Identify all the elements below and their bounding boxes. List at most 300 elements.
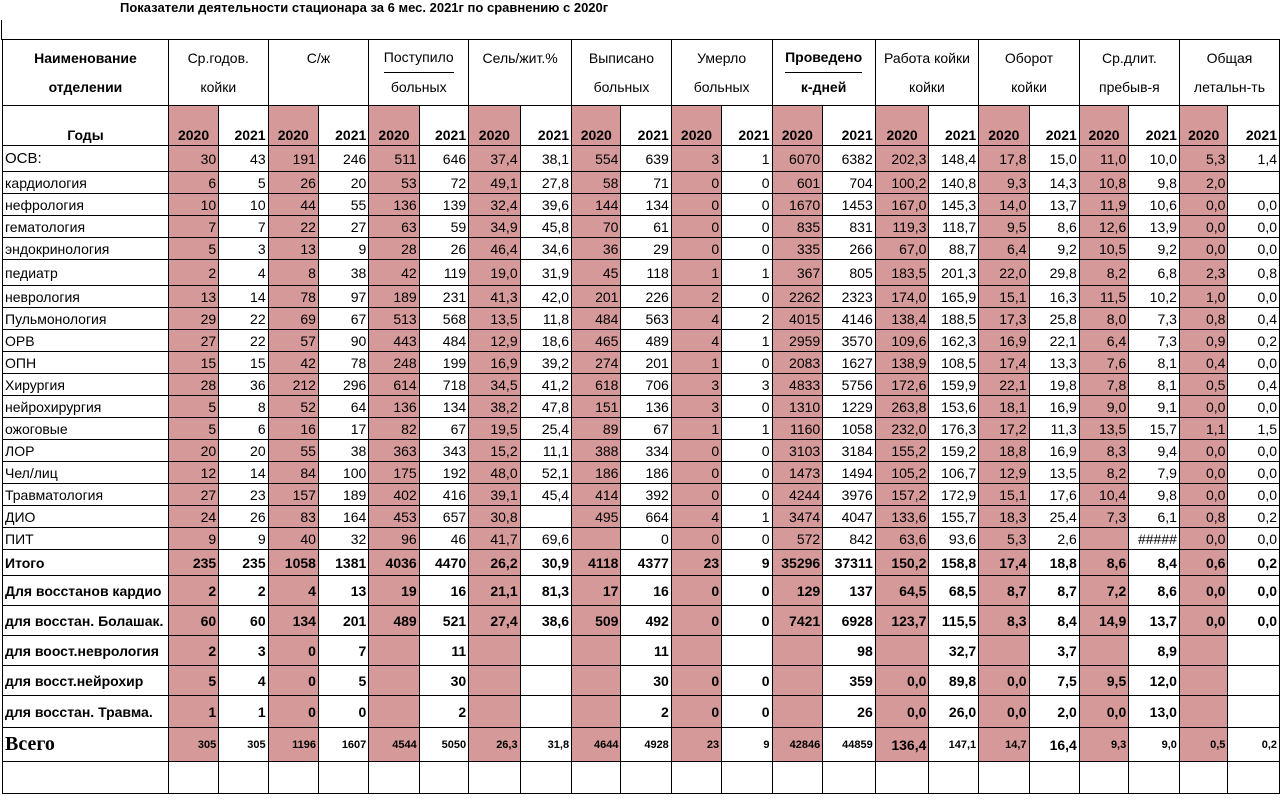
value-cell: 100 [318, 462, 368, 484]
value-cell: 36 [572, 238, 621, 260]
group-header [369, 40, 469, 106]
value-cell: 0 [671, 440, 721, 462]
value-cell: 9,3 [1079, 728, 1128, 762]
table-row [3, 728, 1280, 762]
value-cell: 0,8 [1228, 260, 1280, 286]
empty-cell [823, 762, 876, 794]
table-row [3, 440, 1280, 462]
value-cell: 151 [572, 396, 621, 418]
value-cell: 157 [268, 484, 318, 506]
value-cell: 4 [219, 260, 268, 286]
value-cell: 639 [621, 146, 671, 172]
value-cell: 0 [671, 462, 721, 484]
value-cell: 2 [671, 286, 721, 308]
value-cell: 7,5 [1029, 666, 1079, 696]
value-cell: 492 [621, 606, 671, 636]
group-header-line1: С/ж [306, 49, 331, 66]
value-cell: 52,1 [520, 462, 571, 484]
value-cell: 3 [671, 374, 721, 396]
value-cell: 48,0 [469, 462, 520, 484]
value-cell: 842 [823, 528, 876, 550]
value-cell: 9 [168, 528, 218, 550]
value-cell: 0,0 [1179, 462, 1228, 484]
value-cell: 0,8 [1179, 308, 1228, 330]
value-cell: 7,6 [1079, 352, 1128, 374]
value-cell: 0 [671, 576, 721, 606]
value-cell: 13 [168, 286, 218, 308]
value-cell: 25,4 [520, 418, 571, 440]
value-cell: 20 [219, 440, 268, 462]
value-cell: 46,4 [469, 238, 520, 260]
value-cell: 231 [419, 286, 468, 308]
value-cell: 8 [268, 260, 318, 286]
value-cell: 831 [823, 216, 876, 238]
value-cell: 93,6 [929, 528, 979, 550]
value-cell: 334 [621, 440, 671, 462]
value-cell: 57 [268, 330, 318, 352]
value-cell: 201 [318, 606, 368, 636]
value-cell [772, 696, 823, 728]
value-cell: 27 [168, 330, 218, 352]
group-header [1079, 40, 1179, 106]
group-header-line1: Умерло [697, 49, 747, 66]
value-cell [772, 666, 823, 696]
value-cell: 70 [572, 216, 621, 238]
value-cell: 246 [318, 146, 368, 172]
value-cell: 21,1 [469, 576, 520, 606]
value-cell: 0,0 [1228, 462, 1280, 484]
value-cell: 0 [722, 172, 772, 194]
table-row [3, 146, 1280, 172]
empty-cell [219, 762, 268, 794]
value-cell: 0,5 [1179, 728, 1228, 762]
value-cell: 388 [572, 440, 621, 462]
value-cell: 175 [369, 462, 419, 484]
value-cell: 137 [823, 576, 876, 606]
value-cell: 201,3 [929, 260, 979, 286]
value-cell: 12 [168, 462, 218, 484]
value-cell: 0 [671, 216, 721, 238]
table-row [3, 216, 1280, 238]
value-cell: 7,3 [1129, 330, 1180, 352]
value-cell: 67 [318, 308, 368, 330]
value-cell: 0,2 [1228, 728, 1280, 762]
value-cell: 18,8 [1029, 550, 1079, 576]
value-cell: 109,6 [875, 330, 929, 352]
value-cell: 60 [168, 606, 218, 636]
value-cell: 16,3 [1029, 286, 1079, 308]
value-cell: 2,0 [1179, 172, 1228, 194]
empty-cell [1228, 762, 1280, 794]
value-cell: 29,8 [1029, 260, 1079, 286]
value-cell: 11,3 [1029, 418, 1079, 440]
value-cell: 64 [318, 396, 368, 418]
value-cell [469, 696, 520, 728]
year-header: 2021 [929, 106, 979, 146]
value-cell: 11 [419, 636, 468, 666]
value-cell: 24 [168, 506, 218, 528]
value-cell: 0,0 [1228, 576, 1280, 606]
value-cell: 105,2 [875, 462, 929, 484]
value-cell: 5 [168, 666, 218, 696]
value-cell: 15,2 [469, 440, 520, 462]
border-line [1, 20, 2, 40]
value-cell: 248 [369, 352, 419, 374]
value-cell: 4244 [772, 484, 823, 506]
value-cell: 18,6 [520, 330, 571, 352]
value-cell: 0 [722, 576, 772, 606]
table-row [3, 636, 1280, 666]
value-cell: 14,7 [979, 728, 1029, 762]
value-cell: 305 [168, 728, 218, 762]
value-cell: 42846 [772, 728, 823, 762]
group-header-line1: Проведено [775, 43, 873, 73]
value-cell: 9,5 [1079, 666, 1128, 696]
value-cell: 0,0 [1179, 576, 1228, 606]
value-cell: 1453 [823, 194, 876, 216]
value-cell: 38,2 [469, 396, 520, 418]
value-cell: 22,0 [979, 260, 1029, 286]
table-row [3, 550, 1280, 576]
value-cell: 32 [318, 528, 368, 550]
value-cell: 0,4 [1228, 308, 1280, 330]
value-cell: 172,9 [929, 484, 979, 506]
value-cell: 414 [572, 484, 621, 506]
value-cell: 2 [168, 636, 218, 666]
value-cell: 34,9 [469, 216, 520, 238]
value-cell: 5 [168, 418, 218, 440]
value-cell: 8,2 [1079, 462, 1128, 484]
value-cell [979, 636, 1029, 666]
value-cell: 3 [671, 396, 721, 418]
year-header: 2020 [979, 106, 1029, 146]
value-cell: 60 [219, 606, 268, 636]
value-cell: 8,3 [979, 606, 1029, 636]
value-cell: 16,9 [1029, 440, 1079, 462]
value-cell: 1 [168, 696, 218, 728]
group-header-line1: Выписано [588, 49, 654, 66]
year-header: 2020 [1179, 106, 1228, 146]
year-header: 2021 [520, 106, 571, 146]
value-cell: 10,5 [1079, 238, 1128, 260]
value-cell: 2 [722, 308, 772, 330]
value-cell: 5 [168, 238, 218, 260]
value-cell: 6 [168, 172, 218, 194]
value-cell: 118,7 [929, 216, 979, 238]
dept-name: ожоговые [3, 418, 169, 440]
value-cell [520, 696, 571, 728]
value-cell: 0,8 [1179, 506, 1228, 528]
value-cell: 10,8 [1079, 172, 1128, 194]
value-cell: 1310 [772, 396, 823, 418]
table-row [3, 418, 1280, 440]
table-row [3, 286, 1280, 308]
page-title: Показатели деятельности стационара за 6 мес. 2021г по сравнению с 2020г [120, 0, 609, 15]
value-cell: 1,4 [1228, 146, 1280, 172]
group-header-line1: Сель/жит.% [482, 49, 558, 66]
value-cell: 78 [268, 286, 318, 308]
table-row [3, 260, 1280, 286]
value-cell: 148,4 [929, 146, 979, 172]
value-cell: 511 [369, 146, 419, 172]
value-cell: 38,1 [520, 146, 571, 172]
value-cell: 235 [219, 550, 268, 576]
value-cell: 5 [219, 172, 268, 194]
value-cell: 140,8 [929, 172, 979, 194]
value-cell: 30 [621, 666, 671, 696]
value-cell: 835 [772, 216, 823, 238]
group-header-line1: Ср.длит. [1102, 49, 1157, 66]
value-cell: 1 [671, 418, 721, 440]
value-cell: 657 [419, 506, 468, 528]
value-cell: 11 [621, 636, 671, 666]
dept-header-line1: Наименование [34, 49, 137, 66]
empty-cell [520, 762, 571, 794]
year-header: 2020 [875, 106, 929, 146]
value-cell: 82 [369, 418, 419, 440]
value-cell: 706 [621, 374, 671, 396]
stats-table [2, 39, 1280, 794]
value-cell: 0,5 [1179, 374, 1228, 396]
value-cell: 2323 [823, 286, 876, 308]
value-cell [1079, 636, 1128, 666]
value-cell: 8,4 [1029, 606, 1079, 636]
value-cell: 58 [572, 172, 621, 194]
value-cell: 2 [621, 696, 671, 728]
value-cell: 16 [621, 576, 671, 606]
value-cell: 55 [268, 440, 318, 462]
value-cell: 0,2 [1228, 506, 1280, 528]
dept-name: для воост.неврология [3, 636, 169, 666]
value-cell: 0 [722, 194, 772, 216]
dept-name: Чел/лиц [3, 462, 169, 484]
value-cell: 3 [219, 636, 268, 666]
value-cell: 3 [219, 238, 268, 260]
value-cell: 572 [772, 528, 823, 550]
value-cell: 43 [219, 146, 268, 172]
empty-cell [979, 762, 1029, 794]
value-cell: 2 [419, 696, 468, 728]
group-header-line2: больных [593, 78, 650, 95]
value-cell: 7421 [772, 606, 823, 636]
value-cell: 0 [671, 696, 721, 728]
value-cell: 32,4 [469, 194, 520, 216]
value-cell: 563 [621, 308, 671, 330]
value-cell: 22 [268, 216, 318, 238]
value-cell: 2,3 [1179, 260, 1228, 286]
year-header: 2020 [168, 106, 218, 146]
value-cell: 1381 [318, 550, 368, 576]
value-cell: 8 [219, 396, 268, 418]
value-cell: 1196 [268, 728, 318, 762]
value-cell: 138,9 [875, 352, 929, 374]
dept-name: Для восстанов кардио [3, 576, 169, 606]
value-cell: 69,6 [520, 528, 571, 550]
value-cell: 4 [268, 576, 318, 606]
value-cell [671, 636, 721, 666]
value-cell: 46 [419, 528, 468, 550]
value-cell: 19 [369, 576, 419, 606]
value-cell: 0,9 [1179, 330, 1228, 352]
value-cell: 232,0 [875, 418, 929, 440]
value-cell: 18,8 [979, 440, 1029, 462]
value-cell: 8,1 [1129, 374, 1180, 396]
value-cell: 3,7 [1029, 636, 1079, 666]
dept-name: ОРВ [3, 330, 169, 352]
value-cell: 4928 [621, 728, 671, 762]
value-cell: 68,5 [929, 576, 979, 606]
value-cell: 22 [219, 330, 268, 352]
value-cell: 19,0 [469, 260, 520, 286]
value-cell: 26,3 [469, 728, 520, 762]
value-cell: 10,4 [1079, 484, 1128, 506]
value-cell: 150,2 [875, 550, 929, 576]
value-cell: 26 [823, 696, 876, 728]
value-cell: 11,1 [520, 440, 571, 462]
value-cell: 13 [268, 238, 318, 260]
value-cell: 162,3 [929, 330, 979, 352]
value-cell: 36 [219, 374, 268, 396]
value-cell: 11,8 [520, 308, 571, 330]
group-header [772, 40, 875, 106]
value-cell: 189 [369, 286, 419, 308]
value-cell: 14 [219, 286, 268, 308]
value-cell: 14,0 [979, 194, 1029, 216]
years-row [3, 106, 1280, 146]
value-cell: 23 [219, 484, 268, 506]
value-cell: 69 [268, 308, 318, 330]
value-cell: 97 [318, 286, 368, 308]
dept-name: для восстан. Травма. [3, 696, 169, 728]
value-cell: 0,0 [1228, 528, 1280, 550]
dept-name: нефрология [3, 194, 169, 216]
table-row [3, 238, 1280, 260]
value-cell: 646 [419, 146, 468, 172]
value-cell: 305 [219, 728, 268, 762]
value-cell [572, 666, 621, 696]
value-cell: 27 [168, 484, 218, 506]
value-cell: 67,0 [875, 238, 929, 260]
value-cell: 8,3 [1079, 440, 1128, 462]
value-cell: 155,7 [929, 506, 979, 528]
value-cell: 4 [671, 330, 721, 352]
value-cell: 1,1 [1179, 418, 1228, 440]
value-cell: 8,6 [1029, 216, 1079, 238]
value-cell: 8,4 [1129, 550, 1180, 576]
value-cell: 30,8 [469, 506, 520, 528]
value-cell: 14,9 [1079, 606, 1128, 636]
value-cell [722, 636, 772, 666]
value-cell: 26 [268, 172, 318, 194]
value-cell: 0 [722, 216, 772, 238]
value-cell: 568 [419, 308, 468, 330]
value-cell: 186 [621, 462, 671, 484]
value-cell: 0,0 [1228, 216, 1280, 238]
value-cell: 0,0 [1228, 352, 1280, 374]
value-cell: 235 [168, 550, 218, 576]
value-cell: 14 [219, 462, 268, 484]
value-cell: 4047 [823, 506, 876, 528]
value-cell: 5,3 [979, 528, 1029, 550]
dept-name: ДИО [3, 506, 169, 528]
value-cell: ##### [1129, 528, 1180, 550]
value-cell: 7 [219, 216, 268, 238]
dept-name: Пульмонология [3, 308, 169, 330]
empty-cell [621, 762, 671, 794]
value-cell: 89 [572, 418, 621, 440]
value-cell: 8,6 [1079, 550, 1128, 576]
value-cell: 147,1 [929, 728, 979, 762]
value-cell: 1 [671, 260, 721, 286]
value-cell: 19,5 [469, 418, 520, 440]
value-cell: 484 [572, 308, 621, 330]
value-cell: 4118 [572, 550, 621, 576]
value-cell: 274 [572, 352, 621, 374]
empty-cell [419, 762, 468, 794]
value-cell: 402 [369, 484, 419, 506]
value-cell: 0 [722, 484, 772, 506]
value-cell: 71 [621, 172, 671, 194]
value-cell: 67 [419, 418, 468, 440]
value-cell: 37,4 [469, 146, 520, 172]
value-cell [1228, 172, 1280, 194]
dept-name: кардиология [3, 172, 169, 194]
value-cell [1228, 696, 1280, 728]
value-cell: 13,9 [1129, 216, 1180, 238]
dept-name: ЛОР [3, 440, 169, 462]
value-cell: 8,0 [1079, 308, 1128, 330]
value-cell: 31,9 [520, 260, 571, 286]
value-cell: 6,4 [1079, 330, 1128, 352]
value-cell: 9 [219, 528, 268, 550]
value-cell: 7,3 [1129, 308, 1180, 330]
value-cell: 44859 [823, 728, 876, 762]
table-row [3, 194, 1280, 216]
value-cell: 4833 [772, 374, 823, 396]
value-cell: 42 [268, 352, 318, 374]
value-cell: 9,4 [1129, 440, 1180, 462]
dept-name: гематология [3, 216, 169, 238]
value-cell: 1058 [268, 550, 318, 576]
value-cell: 17,2 [979, 418, 1029, 440]
value-cell: 7 [318, 636, 368, 666]
value-cell: 139 [419, 194, 468, 216]
value-cell: 392 [621, 484, 671, 506]
value-cell: 55 [318, 194, 368, 216]
value-cell: 9,8 [1129, 172, 1180, 194]
value-cell: 164 [318, 506, 368, 528]
value-cell: 2 [168, 576, 218, 606]
dept-name: для восст.нейрохир [3, 666, 169, 696]
value-cell: 83 [268, 506, 318, 528]
value-cell: 22 [219, 308, 268, 330]
value-cell: 1 [671, 352, 721, 374]
years-label: Годы [3, 106, 169, 146]
value-cell: 45,4 [520, 484, 571, 506]
value-cell: 0,0 [1179, 528, 1228, 550]
group-header [671, 40, 772, 106]
value-cell: 1 [722, 506, 772, 528]
value-cell: 7,2 [1079, 576, 1128, 606]
value-cell: 4470 [419, 550, 468, 576]
empty-cell [722, 762, 772, 794]
value-cell: 1,0 [1179, 286, 1228, 308]
value-cell: 9,0 [1079, 396, 1128, 418]
value-cell: 0,0 [1228, 238, 1280, 260]
dept-name: ОСВ: [3, 146, 169, 172]
value-cell: 202,3 [875, 146, 929, 172]
group-header-line1: Ср.годов. [187, 49, 249, 66]
